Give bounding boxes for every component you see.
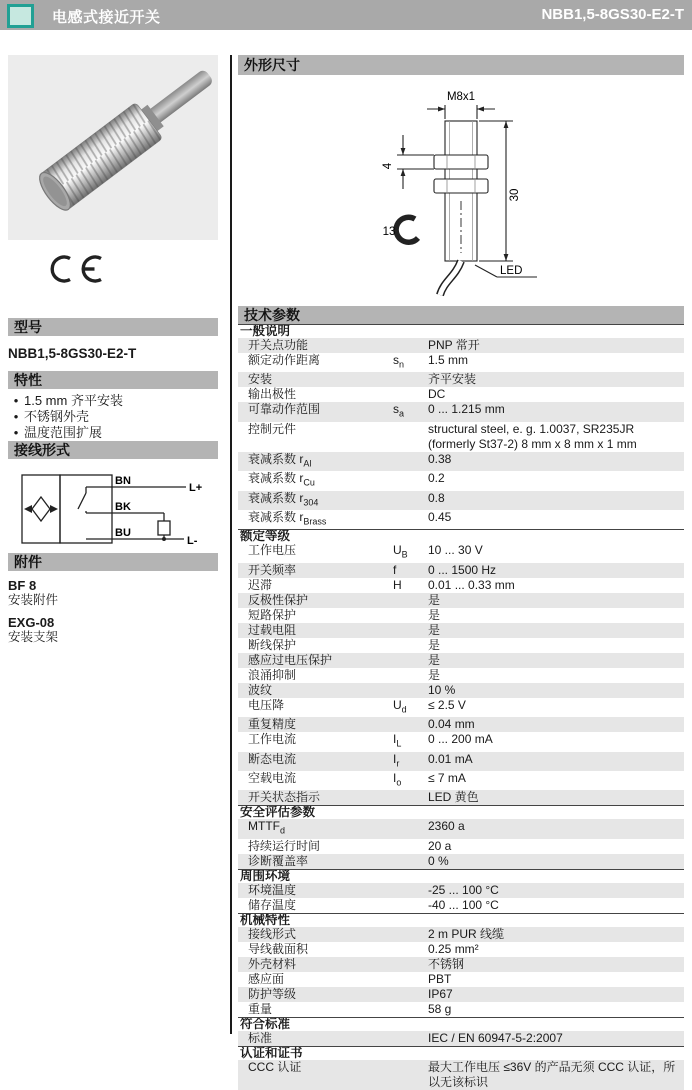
- spec-symbol: $U_B$: [393, 543, 408, 560]
- spec-value: 是: [428, 622, 441, 637]
- spec-row: [238, 854, 684, 869]
- spec-label: 衰减系数 $r_{304}$: [248, 490, 319, 507]
- spec-value: 0 ... 1.215 mm: [428, 402, 505, 417]
- spec-symbol: $s_n$: [393, 353, 405, 370]
- spec-value: 58 g: [428, 1001, 452, 1016]
- spec-label: 可靠动作范围: [248, 402, 321, 417]
- spec-row: [238, 422, 684, 452]
- section-header-model: 型号: [8, 318, 218, 336]
- spec-value: DC: [428, 387, 446, 402]
- spec-label: 迟滞: [248, 577, 273, 592]
- spec-row: [238, 653, 684, 668]
- spec-section-header: 符合标准: [238, 1017, 684, 1031]
- features-list: [8, 393, 218, 441]
- brand-logo-icon: [7, 4, 34, 28]
- spec-row: [238, 471, 684, 490]
- accessory-item: [8, 578, 218, 608]
- spec-row: [238, 668, 684, 683]
- spec-label: 开关频率: [248, 562, 297, 577]
- spec-section-header: 一般说明: [238, 324, 684, 338]
- spec-value: structural steel, e. g. 1.0037, SR235JR (formerly St37-2) 8 mm x 8 mm x 1 mm: [428, 421, 637, 451]
- spec-label: 输出极性: [248, 387, 297, 402]
- spec-label: 感应面: [248, 971, 285, 986]
- spec-label: 控制元件: [248, 421, 297, 436]
- spec-label: 导线截面积: [248, 941, 309, 956]
- spec-row: [238, 683, 684, 698]
- spec-label: 空载电流: [248, 770, 297, 785]
- spec-value: IP67: [428, 986, 453, 1001]
- spec-row: [238, 1031, 684, 1046]
- spec-label: 浪涌抑制: [248, 667, 297, 682]
- feature-item: [8, 425, 218, 441]
- spec-symbol: $s_a$: [393, 402, 405, 419]
- accessory-description: 安装附件: [8, 593, 59, 607]
- spec-label: 波纹: [248, 682, 273, 697]
- spec-value: PNP 常开: [428, 338, 480, 352]
- section-header-dimensions: 外形尺寸: [238, 55, 684, 75]
- spec-value: 是: [428, 592, 441, 607]
- spec-symbol: $U_d$: [393, 697, 407, 715]
- spec-row: [238, 353, 684, 372]
- section-header-tech: 技术参数: [238, 306, 684, 324]
- spec-value: 2 m PUR 线缆: [428, 926, 505, 941]
- spec-label: 储存温度: [248, 897, 297, 912]
- spec-row: [238, 491, 684, 510]
- spec-label: 外壳材料: [248, 956, 297, 971]
- spec-value: 齐平安装: [428, 372, 477, 387]
- spec-label: 安装: [248, 372, 273, 387]
- spec-row: [238, 593, 684, 608]
- spec-row: [238, 883, 684, 898]
- spec-row: [238, 402, 684, 421]
- feature-item: [8, 393, 218, 409]
- spec-row: [238, 819, 684, 838]
- spec-label: 工作电流: [248, 732, 297, 747]
- spec-row: [238, 543, 684, 562]
- bullet-icon: •: [13, 393, 19, 408]
- spec-section-header: 额定等级: [238, 529, 684, 543]
- spec-value: -25 ... 100 °C: [428, 882, 499, 897]
- accessory-description: 安装支架: [8, 630, 59, 644]
- spec-row: [238, 987, 684, 1002]
- spec-label: 衰减系数 $r_{Al}$: [248, 451, 312, 469]
- dim-label-thread: M8x1: [446, 91, 476, 103]
- spec-label: 接线形式: [248, 926, 297, 941]
- spec-label: 诊断覆盖率: [248, 853, 309, 868]
- spec-row: [238, 752, 684, 771]
- spec-row: [238, 942, 684, 957]
- spec-symbol: $I_o$: [393, 770, 402, 788]
- spec-row: [238, 898, 684, 913]
- spec-value: IEC / EN 60947-5-2:2007: [428, 1030, 563, 1045]
- left-column: [8, 55, 218, 645]
- wrench-icon: [396, 217, 418, 242]
- spec-section-header: 安全评估参数: [238, 805, 684, 819]
- spec-row: [238, 839, 684, 854]
- spec-section-header: 认证和证书: [238, 1046, 684, 1060]
- spec-value: 是: [428, 652, 441, 667]
- accessory-model: BF 8: [8, 578, 37, 593]
- spec-value: 0.2: [428, 471, 445, 486]
- spec-value: 10 %: [428, 682, 456, 697]
- spec-value: 是: [428, 607, 441, 622]
- spec-value: ≤ 2.5 V: [428, 697, 466, 712]
- spec-label: 工作电压: [248, 543, 297, 558]
- spec-symbol: H: [393, 577, 402, 592]
- ce-mark-icon: [44, 254, 218, 284]
- spec-label: 衰减系数 $r_{Brass}$: [248, 509, 327, 527]
- accessories-list: [8, 578, 218, 645]
- spec-value: LED 黄色: [428, 790, 479, 805]
- spec-row: [238, 387, 684, 402]
- spec-row: [238, 578, 684, 593]
- spec-symbol: $I_r$: [393, 751, 400, 768]
- spec-label: 短路保护: [248, 607, 297, 622]
- spec-label: 过载电阻: [248, 622, 297, 637]
- wire-label-bu: BU: [115, 527, 131, 539]
- spec-value: 最大工作电压 ≤36V 的产品无须 CCC 认证，所以无该标识: [428, 1059, 676, 1089]
- spec-label: 开关点功能: [248, 338, 309, 352]
- spec-label: $MTTF_d$: [248, 819, 286, 836]
- wire-label-bk: BK: [115, 501, 131, 513]
- dim-label-led: LED: [500, 265, 523, 277]
- wiring-diagram: [8, 465, 218, 553]
- spec-value: PBT: [428, 971, 452, 986]
- spec-row: [238, 608, 684, 623]
- spec-value: 0.25 mm²: [428, 941, 479, 956]
- spec-label: 反极性保护: [248, 592, 309, 607]
- spec-value: 20 a: [428, 838, 452, 853]
- spec-label: 开关状态指示: [248, 790, 321, 805]
- spec-value: 0 ... 1500 Hz: [428, 562, 497, 577]
- spec-row: [238, 1060, 684, 1090]
- spec-row: [238, 790, 684, 805]
- spec-value: 0.38: [428, 451, 452, 466]
- page-title: 电感式接近开关: [52, 9, 161, 26]
- product-photo: [8, 55, 218, 240]
- spec-value: 0.04 mm: [428, 717, 475, 732]
- spec-label: 防护等级: [248, 986, 297, 1001]
- section-header-features: 特性: [8, 371, 218, 389]
- spec-row: [238, 972, 684, 987]
- spec-label: 感应过电压保护: [248, 652, 333, 667]
- wire-label-bn: BN: [115, 475, 131, 487]
- spec-value: 0 %: [428, 853, 449, 868]
- feature-text: 1.5 mm 齐平安装: [24, 393, 123, 408]
- spec-row: [238, 563, 684, 578]
- spec-value: 1.5 mm: [428, 353, 469, 367]
- accessory-item: [8, 615, 218, 645]
- spec-section-header: 机械特性: [238, 913, 684, 927]
- spec-label: CCC 认证: [248, 1059, 302, 1074]
- section-header-connection: 接线形式: [8, 441, 218, 459]
- spec-row: [238, 698, 684, 717]
- spec-label: 重复精度: [248, 717, 297, 732]
- feature-text: 不锈钢外壳: [24, 409, 90, 424]
- spec-label: 标准: [248, 1030, 273, 1045]
- spec-section-header: 周围环境: [238, 869, 684, 883]
- sensor-image: [8, 55, 218, 240]
- model-number: NBB1,5-8GS30-E2-T: [8, 346, 137, 361]
- spec-label: 断线保护: [248, 637, 297, 652]
- spec-label: 电压降: [248, 697, 285, 712]
- feature-item: [8, 409, 218, 425]
- wire-label-lplus: L+: [189, 482, 203, 494]
- spec-row: [238, 957, 684, 972]
- accessory-model: EXG-08: [8, 615, 55, 630]
- spec-value: 10 ... 30 V: [428, 543, 483, 558]
- spec-label: 额定动作距离: [248, 353, 321, 367]
- section-header-accessories: 附件: [8, 553, 218, 571]
- header-model-number: NBB1,5-8GS30-E2-T: [541, 6, 684, 23]
- spec-row: [238, 732, 684, 751]
- dim-label-length: 30: [509, 188, 521, 202]
- spec-value: 是: [428, 637, 441, 652]
- spec-symbol: f: [393, 562, 397, 577]
- spec-label: 衰减系数 $r_{Cu}$: [248, 471, 315, 488]
- spec-row: [238, 717, 684, 732]
- spec-value: -40 ... 100 °C: [428, 897, 499, 912]
- spec-value: 是: [428, 667, 441, 682]
- spec-value: 0.01 mA: [428, 751, 473, 766]
- spec-symbol: $I_L$: [393, 732, 402, 749]
- spec-row: [238, 623, 684, 638]
- spec-table: [238, 324, 684, 1090]
- spec-row: [238, 1002, 684, 1017]
- bullet-icon: •: [13, 409, 19, 424]
- dim-label-wrench-size: 13: [382, 226, 396, 238]
- spec-row: [238, 510, 684, 529]
- spec-value: 0.45: [428, 509, 452, 524]
- spec-value: 2360 a: [428, 819, 465, 834]
- spec-row: [238, 452, 684, 471]
- spec-value: 0.8: [428, 490, 445, 505]
- dimension-drawing: [238, 75, 684, 306]
- spec-label: 环境温度: [248, 882, 297, 897]
- spec-value: 0.01 ... 0.33 mm: [428, 577, 515, 592]
- right-column: [238, 55, 684, 1090]
- spec-row: [238, 372, 684, 387]
- dim-label-nut-height: 4: [382, 162, 394, 170]
- sensor-symbol-arrow-left: [24, 505, 32, 513]
- feature-text: 温度范围扩展: [24, 425, 103, 440]
- page-header: [0, 0, 692, 30]
- sensor-symbol-arrow-right: [50, 505, 58, 513]
- spec-value: 0 ... 200 mA: [428, 732, 493, 747]
- spec-label: 断态电流: [248, 751, 297, 766]
- wire-label-lminus: L-: [187, 535, 198, 547]
- spec-value: ≤ 7 mA: [428, 770, 466, 785]
- spec-row: [238, 927, 684, 942]
- column-divider: [230, 55, 232, 1034]
- bullet-icon: •: [13, 425, 19, 440]
- spec-row: [238, 638, 684, 653]
- spec-value: 不锈钢: [428, 956, 465, 971]
- spec-label: 持续运行时间: [248, 838, 321, 853]
- spec-row: [238, 338, 684, 353]
- spec-row: [238, 771, 684, 790]
- spec-label: 重量: [248, 1001, 273, 1016]
